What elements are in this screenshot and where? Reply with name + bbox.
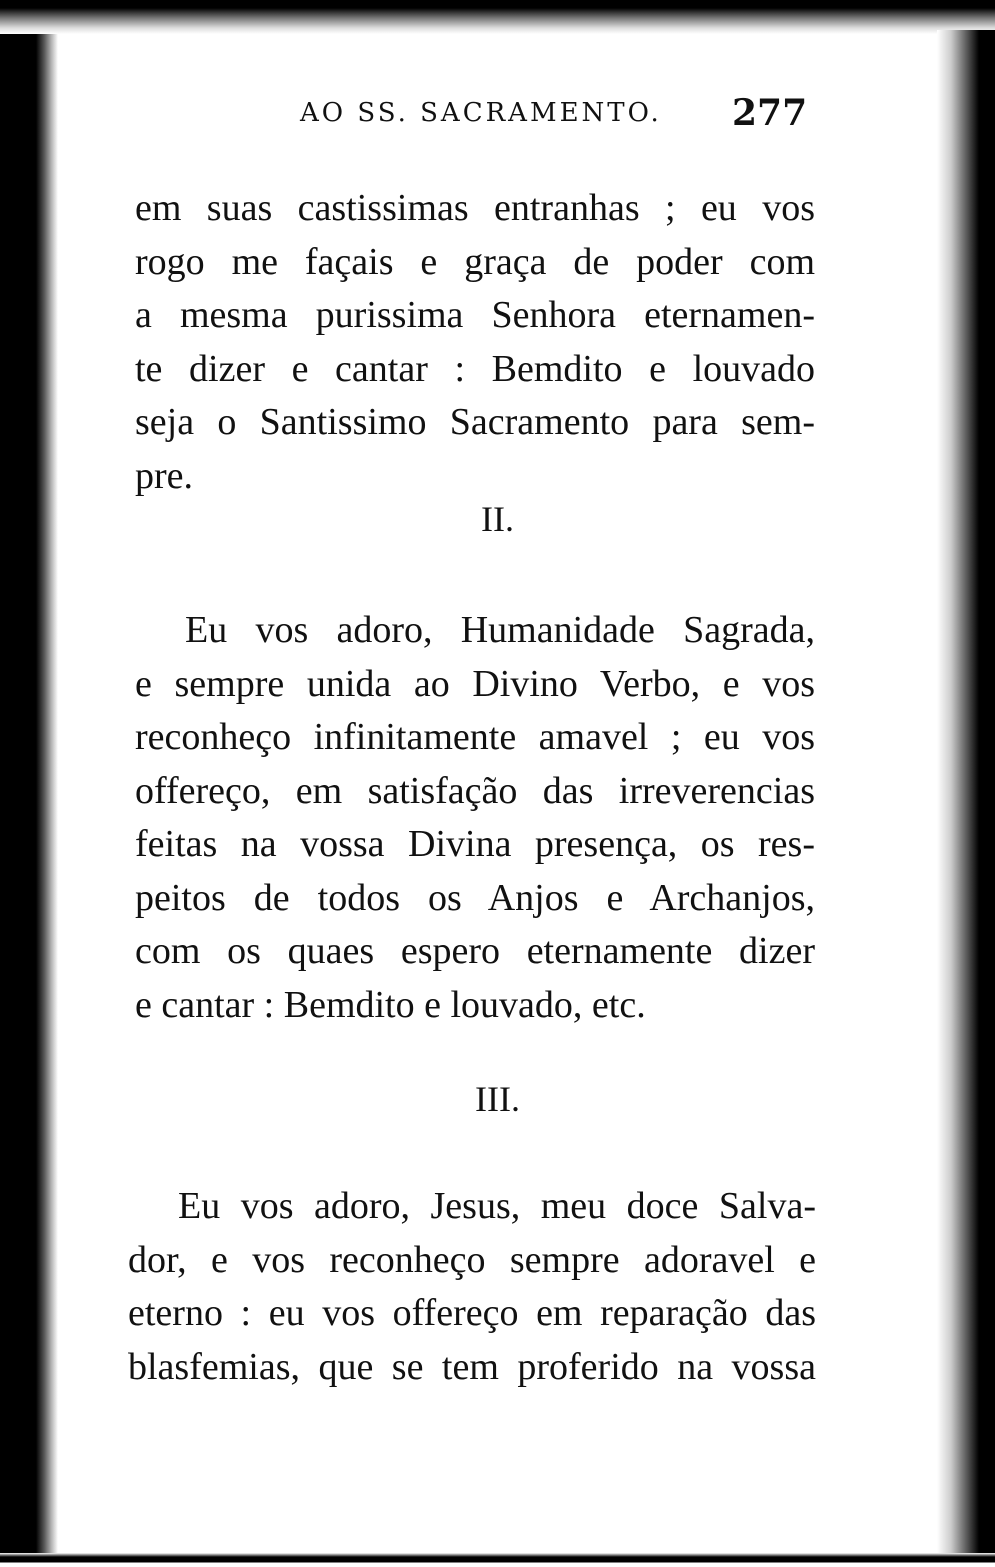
scan-edge-right [937,30,995,1567]
text-line: Eu vos adoro, Humanidade Sagrada, [185,609,815,651]
running-title: AO SS. SACRAMENTO. [300,98,662,128]
scan-edge-bottom [0,1553,995,1567]
text-line: blasfemias, que se tem proferido na vossa [128,1345,816,1388]
text-line: e sempre unida ao Divino Verbo, e vos [135,662,815,705]
text-line: peitos de todos os Anjos e Archanjos, [135,876,815,919]
text-line: a mesma purissima Senhora eternamen- [135,294,815,336]
paragraph-ii [135,604,815,1032]
scan-edge-top [0,0,995,34]
text-line: seja o Santissimo Sacramento para sem- [135,401,815,443]
text-line: offereço, em satisfação das irreverencias [135,769,815,812]
text-line: dor, e vos reconheço sempre adoravel e [128,1238,816,1281]
text-line: com os quaes espero eternamente dizer [135,930,815,972]
text-line: pre. [135,454,194,497]
text-line: rogo me façais e graça de poder com [135,240,815,283]
text-line: reconheço infinitamente amavel ; eu vos [135,716,815,758]
page-number: 277 [732,92,808,134]
section-heading-iii: III. [475,1079,520,1119]
text-line: te dizer e cantar : Bemdito e louvado [135,347,815,390]
text-line: eterno : eu vos offereço em reparação das [128,1292,816,1334]
binding-shadow-left [0,0,58,1567]
text-line: em suas castissimas entranhas ; eu vos [135,187,815,229]
paragraph-iii [128,1180,816,1394]
text-line: e cantar : Bemdito e louvado, etc. [135,983,646,1026]
paragraph-continuation [135,182,815,503]
section-heading-ii: II. [481,499,514,539]
text-line: feitas na vossa Divina presença, os res- [135,823,815,865]
text-line: Eu vos adoro, Jesus, meu doce Salva- [178,1185,816,1227]
